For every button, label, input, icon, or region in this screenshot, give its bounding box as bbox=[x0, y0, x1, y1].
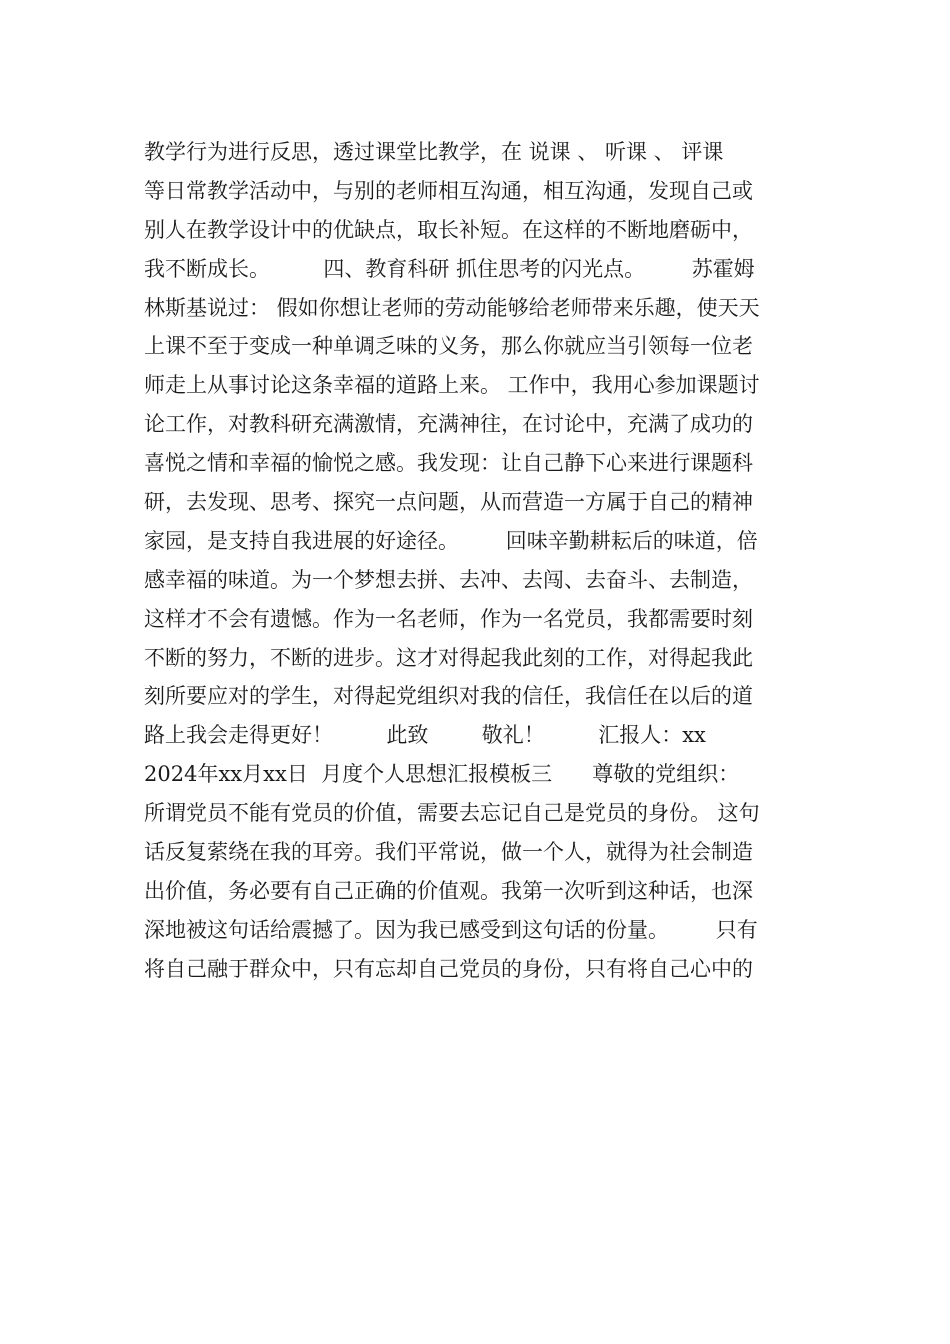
text-line: 林斯基说过： 假如你想让老师的劳动能够给老师带来乐趣，使天天 bbox=[144, 295, 760, 320]
text-line: 我不断成长。 四、教育科研 抓住思考的闪光点。 苏霍姆 bbox=[144, 256, 755, 281]
text-line: 2024年xx月xx日 月度个人思想汇报模板三 尊敬的党组织： bbox=[144, 762, 740, 787]
text-line: 研，去发现、思考、探究一点问题，从而营造一方属于自己的精神 bbox=[144, 490, 753, 515]
text-line: 所谓党员不能有党员的价值，需要去忘记自己是党员的身份。 这句 bbox=[144, 801, 760, 826]
text-line: 路上我会走得更好！ 此致 敬礼！ 汇报人：xx bbox=[144, 723, 706, 748]
text-line: 深地被这句话给震撼了。因为我已感受到这句话的份量。 只有 bbox=[144, 917, 758, 942]
text-line: 将自己融于群众中，只有忘却自己党员的身份，只有将自己心中的 bbox=[144, 956, 753, 981]
text-line: 刻所要应对的学生，对得起党组织对我的信任，我信任在以后的道 bbox=[144, 684, 753, 709]
text-line: 不断的努力，不断的进步。这才对得起我此刻的工作，对得起我此 bbox=[144, 645, 753, 670]
text-line: 上课不至于变成一种单调乏味的义务，那么你就应当引领每一位老 bbox=[144, 334, 753, 359]
text-line: 教学行为进行反思，透过课堂比教学，在 说课 、 听课 、 评课 bbox=[144, 140, 724, 164]
body-text bbox=[144, 133, 809, 989]
text-line: 别人在教学设计中的优缺点，取长补短。在这样的不断地磨砺中， bbox=[144, 217, 753, 242]
text-line: 论工作，对教科研充满激情，充满神往，在讨论中，充满了成功的 bbox=[144, 412, 753, 437]
text-line: 出价值，务必要有自己正确的价值观。我第一次听到这种话，也深 bbox=[144, 878, 753, 903]
text-line: 感幸福的味道。为一个梦想去拼、去冲、去闯、去奋斗、去制造， bbox=[144, 567, 753, 592]
text-line: 喜悦之情和幸福的愉悦之感。我发现：让自己静下心来进行课题科 bbox=[144, 451, 753, 476]
text-line: 家园，是支持自我进展的好途径。 回味辛勤耕耘后的味道，倍 bbox=[144, 528, 758, 553]
text-line: 这样才不会有遗憾。作为一名老师，作为一名党员，我都需要时刻 bbox=[144, 606, 753, 631]
text-line: 等日常教学活动中，与别的老师相互沟通，相互沟通，发现自己或 bbox=[144, 178, 753, 203]
text-line: 师走上从事讨论这条幸福的道路上来。 工作中，我用心参加课题讨 bbox=[144, 373, 760, 398]
text-line: 话反复萦绕在我的耳旁。我们平常说，做一个人，就得为社会制造 bbox=[144, 840, 753, 865]
